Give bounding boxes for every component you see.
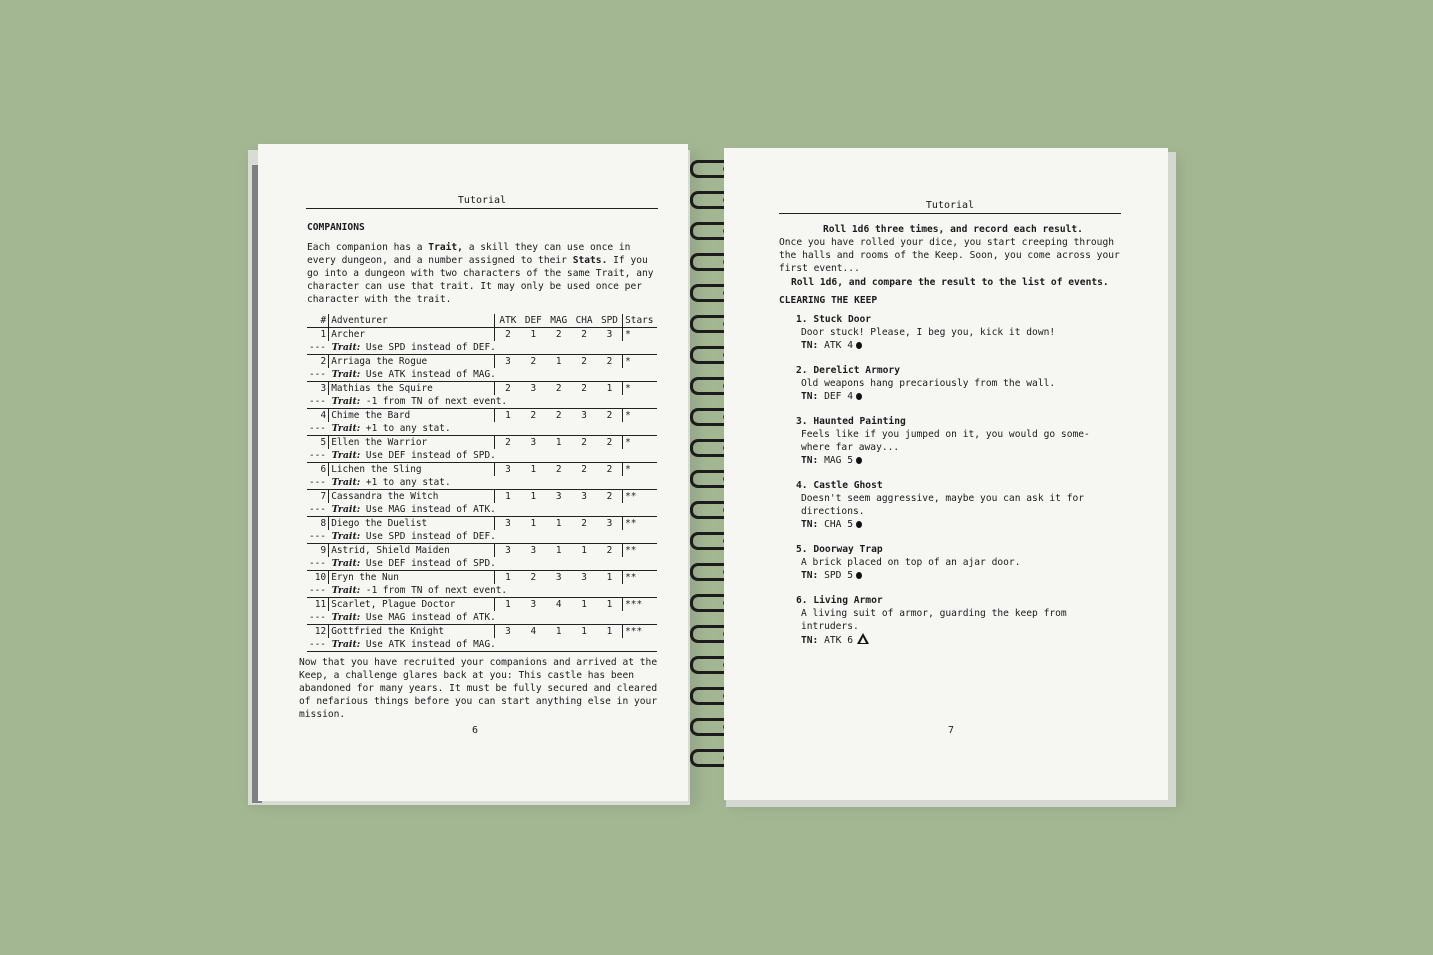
trait-row: --- Trait: Use SPD instead of DEF.: [307, 530, 657, 544]
events-list: [779, 313, 1111, 647]
event-tn: ATK 6: [824, 635, 853, 646]
dot-icon: [856, 572, 862, 579]
event-item: 4. Castle Ghost Doesn't seem aggressive, maybe you can ask it for directions. TN: CHA 5: [796, 479, 1111, 531]
trait-row: --- Trait: -1 from TN of next event.: [307, 584, 657, 598]
trait-row: --- Trait: Use DEF instead of SPD.: [307, 449, 657, 463]
table-row: 2 Arriaga the Rogue 3 2 1 2 2 *: [307, 355, 657, 369]
triangle-icon: [857, 633, 869, 644]
event-item: 2. Derelict Armory Old weapons hang precariously from the wall. TN: DEF 4: [796, 364, 1111, 403]
page-number-left: 6: [472, 725, 479, 736]
event-item: 5. Doorway Trap A brick placed on top of an ajar door. TN: SPD 5: [796, 543, 1111, 582]
page-number-right: 7: [948, 725, 955, 736]
table-row: 8 Diego the Duelist 3 1 1 2 3 **: [307, 517, 657, 531]
event-description: A living suit of armor, guarding the keep from intruders.: [801, 608, 1067, 632]
left-page-header: Tutorial: [306, 195, 658, 209]
trait-row: --- Trait: Use ATK instead of MAG.: [307, 368, 657, 382]
table-row: 6 Lichen the Sling 3 1 2 2 2 *: [307, 463, 657, 477]
clearing-title: CLEARING THE KEEP: [779, 295, 878, 306]
trait-row: --- Trait: Use MAG instead of ATK.: [307, 611, 657, 625]
event-tn: DEF 4: [824, 391, 853, 402]
companions-table: [307, 314, 657, 652]
event-title: 4. Castle Ghost: [796, 480, 883, 491]
trait-row: --- Trait: +1 to any stat.: [307, 422, 657, 436]
right-page: [724, 148, 1168, 800]
table-row: 7 Cassandra the Witch 1 1 3 3 2 **: [307, 490, 657, 504]
event-item: 6. Living Armor A living suit of armor, guarding the keep from intruders. TN: ATK 6: [796, 594, 1111, 647]
right-page-header: Tutorial: [779, 200, 1121, 214]
trait-row: --- Trait: Use MAG instead of ATK.: [307, 503, 657, 517]
event-item: 1. Stuck Door Door stuck! Please, I beg you, kick it down! TN: ATK 4: [796, 313, 1111, 352]
trait-row: --- Trait: +1 to any stat.: [307, 476, 657, 490]
event-title: 3. Haunted Painting: [796, 416, 906, 427]
table-row: 5 Ellen the Warrior 2 3 1 2 2 *: [307, 436, 657, 450]
event-description: Feels like if you jumped on it, you would go some-where far away...: [801, 429, 1090, 453]
dot-icon: [856, 393, 862, 400]
dot-icon: [856, 457, 862, 464]
trait-row: --- Trait: -1 from TN of next event.: [307, 395, 657, 409]
intro-paragraph: Once you have rolled your dice, you start creeping through the halls and rooms of the Keep. Soon, you come across your first event...: [779, 237, 1120, 274]
table-header-row: # Adventurer ATK DEF MAG CHA SPD Stars: [307, 314, 657, 328]
table-row: 10 Eryn the Nun 1 2 3 3 1 **: [307, 571, 657, 585]
table-row: 4 Chime the Bard 1 2 2 3 2 *: [307, 409, 657, 423]
event-description: Old weapons hang precariously from the wall.: [801, 378, 1056, 389]
event-title: 6. Living Armor: [796, 595, 883, 606]
table-row: 1 Archer 2 1 2 2 3 *: [307, 328, 657, 342]
event-item: 3. Haunted Painting Feels like if you jumped on it, you would go some-where far away... TN: MAG 5: [796, 415, 1111, 467]
roll-instruction-1: Roll 1d6 three times, and record each result.: [823, 224, 1083, 235]
event-tn: CHA 5: [824, 519, 853, 530]
event-title: 5. Doorway Trap: [796, 544, 883, 555]
table-row: 12 Gottfried the Knight 3 4 1 1 1 ***: [307, 625, 657, 639]
table-row: 9 Astrid, Shield Maiden 3 3 1 1 2 **: [307, 544, 657, 558]
table-row: 3 Mathias the Squire 2 3 2 2 1 *: [307, 382, 657, 396]
event-description: Doesn't seem aggressive, maybe you can ask it for directions.: [801, 493, 1085, 517]
left-page: [258, 144, 688, 801]
companions-outro: Now that you have recruited your companions and arrived at the Keep, a challenge glares back at you: This castle has been abandoned for many years. It must be fully secured and cleared of nefarious things before you can start anything else in your mission.: [299, 657, 658, 720]
companions-intro: Each companion has a Trait, a skill they can use once in every dungeon, and a number assigned to their Stats. If you go into a dungeon with two characters of the same Trait, any character can use that trait. It may only be used once per character with the trait.: [307, 242, 654, 305]
companions-title: COMPANIONS: [307, 222, 365, 233]
event-tn: MAG 5: [824, 455, 853, 466]
dot-icon: [856, 521, 862, 528]
roll-instruction-2: Roll 1d6, and compare the result to the list of events.: [791, 277, 1109, 288]
event-tn: SPD 5: [824, 570, 853, 581]
event-tn: ATK 4: [824, 340, 853, 351]
event-description: Door stuck! Please, I beg you, kick it down!: [801, 327, 1056, 338]
trait-row: --- Trait: Use SPD instead of DEF.: [307, 341, 657, 355]
event-title: 2. Derelict Armory: [796, 365, 900, 376]
trait-row: --- Trait: Use ATK instead of MAG.: [307, 638, 657, 652]
event-title: 1. Stuck Door: [796, 314, 872, 325]
dot-icon: [856, 342, 862, 349]
table-row: 11 Scarlet, Plague Doctor 1 3 4 1 1 ***: [307, 598, 657, 612]
trait-row: --- Trait: Use DEF instead of SPD.: [307, 557, 657, 571]
event-description: A brick placed on top of an ajar door.: [801, 557, 1021, 568]
